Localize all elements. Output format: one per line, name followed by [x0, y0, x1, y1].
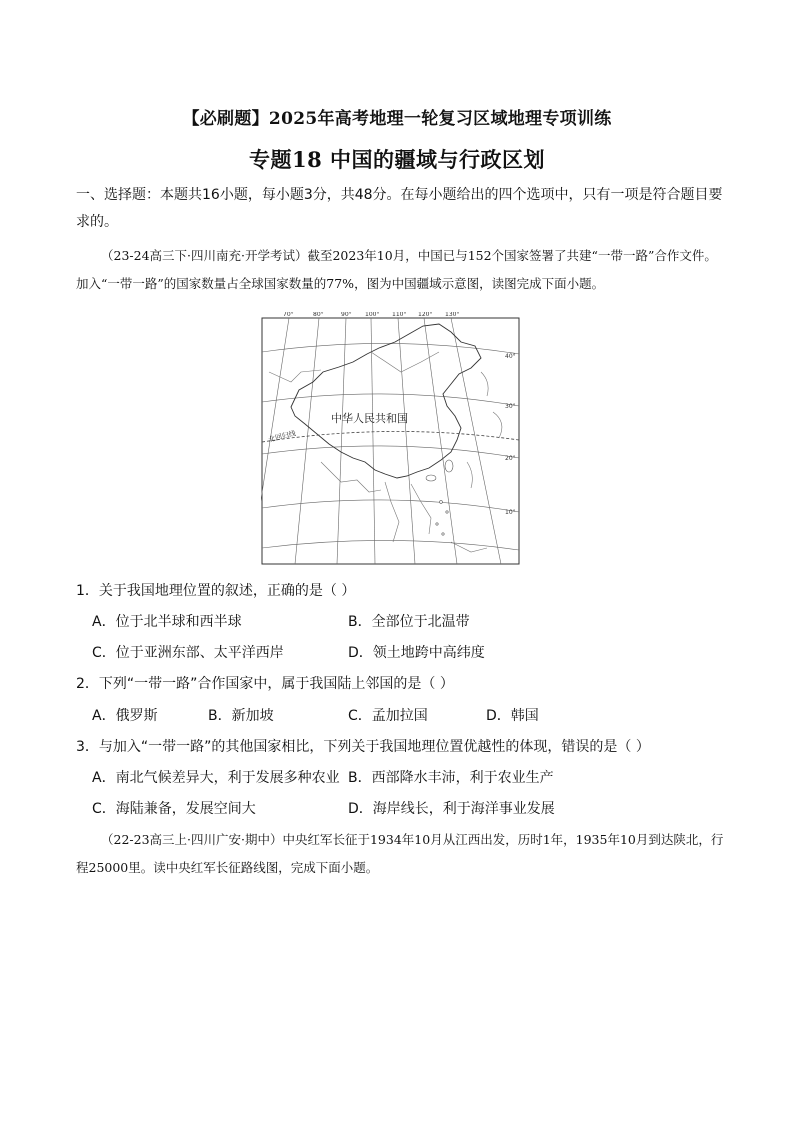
question-2-stem: 2．下列“一带一路”合作国家中，属于我国陆上邻国的是（ ） — [76, 676, 454, 692]
question-3-option-d: D．海岸线长，利于海洋事业发展 — [348, 801, 555, 817]
topic-title: 专题18 中国的疆域与行政区划 — [248, 147, 546, 172]
document-title: 【必刷题】2025年高考地理一轮复习区域地理专项训练 — [182, 109, 612, 129]
china-country-label: 中华人民共和国 — [331, 412, 408, 425]
question-3-option-a: A．南北气候差异大，利于发展多种农业 — [92, 770, 340, 786]
map-svg — [261, 312, 521, 566]
lon-label-130: 130° — [445, 312, 460, 318]
question-1-stem: 1．关于我国地理位置的叙述，正确的是（ ） — [76, 583, 356, 599]
question-context-2: （22-23高三上·四川广安·期中）中央红军长征于1934年10月从江西出发，历时1年，1935年10月到达陕北，行程25000里。读中央红军长征路线图，完成下面小题。 — [76, 832, 724, 875]
question-2-option-b: B．新加坡 — [208, 708, 274, 724]
lon-label-110: 110° — [392, 312, 407, 318]
lon-label-100: 100° — [365, 312, 380, 318]
lat-label-30: 30° — [505, 403, 516, 410]
lon-label-80: 80° — [313, 312, 324, 318]
question-1-option-a: A．位于北半球和西半球 — [92, 614, 242, 630]
question-2-option-a: A．俄罗斯 — [92, 708, 158, 724]
lon-label-90: 90° — [341, 312, 352, 318]
question-context-1: （23-24高三下·四川南充·开学考试）截至2023年10月，中国已与152个国家签署了共建“一带一路”合作文件。加入“一带一路”的国家数量占全球国家数量的77%，图为中国疆域示意图，读图完成下面小题。 — [76, 248, 717, 291]
map-frame — [262, 318, 519, 564]
question-1-option-d: D．领土地跨中高纬度 — [348, 645, 485, 661]
question-1-option-c: C．位于亚洲东部、太平洋西岸 — [92, 645, 284, 661]
lat-label-10: 10° — [505, 509, 516, 516]
question-3-option-c: C．海陆兼备，发展空间大 — [92, 801, 256, 817]
china-territory-map — [261, 312, 521, 566]
question-2-option-c: C．孟加拉国 — [348, 708, 428, 724]
section-instructions: 一、选择题：本题共16小题，每小题3分，共48分。在每小题给出的四个选项中，只有一项是符合题目要求的。 — [76, 187, 723, 230]
lon-label-120: 120° — [418, 312, 433, 318]
lon-label-70: 70° — [283, 312, 294, 318]
question-2-option-d: D．韩国 — [486, 708, 539, 724]
question-1-option-b: B．全部位于北温带 — [348, 614, 470, 630]
question-3-stem: 3．与加入“一带一路”的其他国家相比，下列关于我国地理位置优越性的体现，错误的是（ ） — [76, 739, 650, 755]
lat-label-40: 40° — [505, 353, 516, 360]
question-3-option-b: B．西部降水丰沛，利于农业生产 — [348, 770, 554, 786]
tropic-label: 北回归线 — [267, 429, 297, 444]
lat-label-20: 20° — [505, 455, 516, 462]
